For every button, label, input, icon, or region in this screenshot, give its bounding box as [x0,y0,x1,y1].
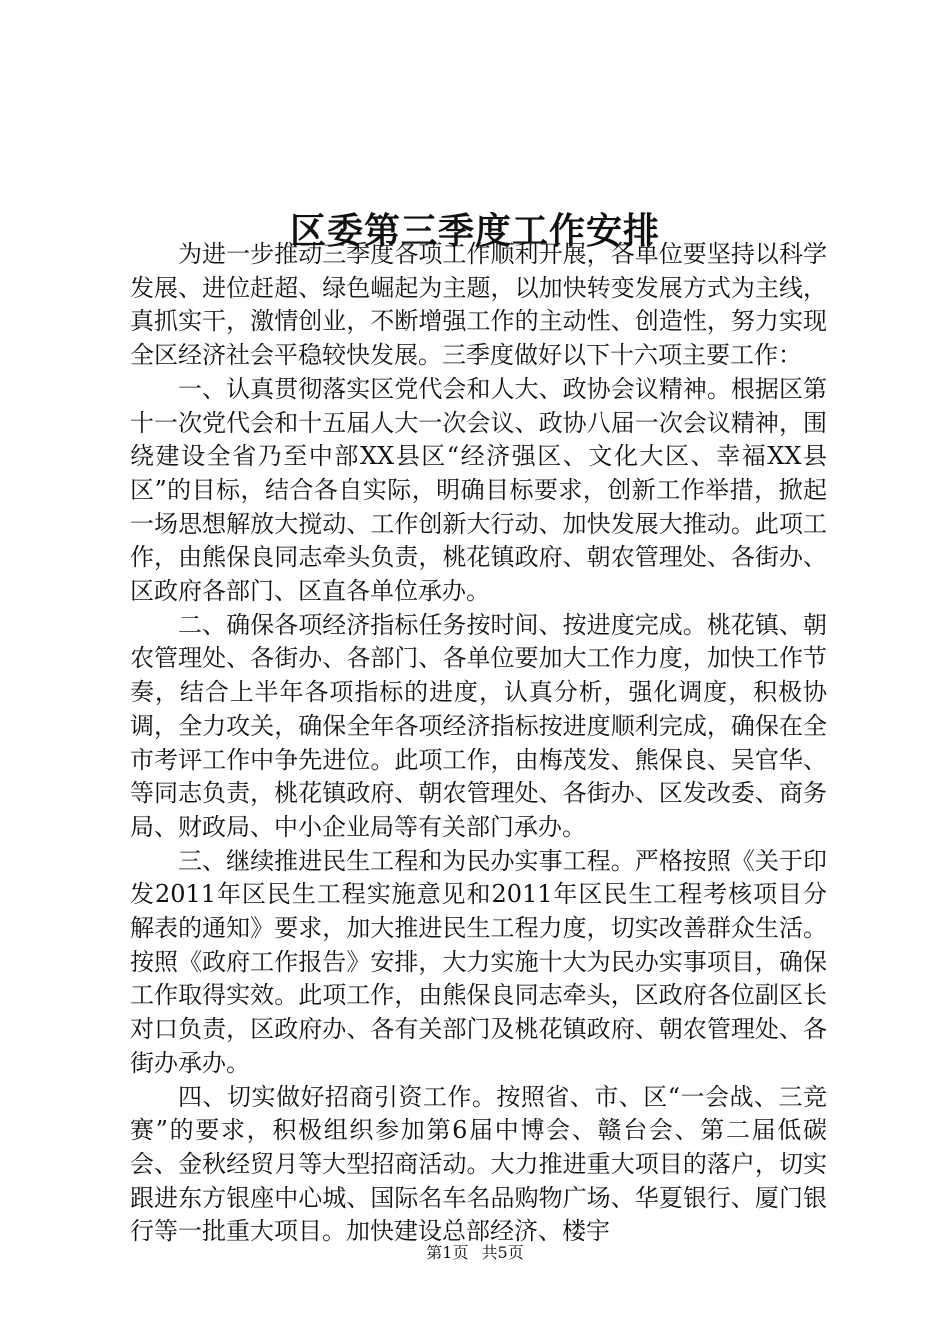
paragraph-item-3: 三、继续推进民生工程和为民办实事工程。严格按照《关于印发2011年区民生工程实施意见和2011年区民生工程考核项目分解表的通知》要求，加大推进民生工程力度，切实改善群众生活。按照《政府工作报告》安排，大力实施十大为民办实事项目，确保工作取得实效。此项工作，由熊保良同志牵头，区政府各位副区长对口负责，区政府办、各有关部门及桃花镇政府、朝农管理处、各街办承办。 [130,846,827,1077]
page-footer [0,1242,950,1264]
page-total: 共5页 [481,1243,524,1262]
paragraph-item-1: 一、认真贯彻落实区党代会和人大、政协会议精神。根据区第十一次党代会和十五届人大一次会议、政协八届一次会议精神，围绕建设全省乃至中部XX县区“经济强区、文化大区、幸福XX县区”的目标，结合各自实际，明确目标要求，创新工作举措，掀起一场思想解放大搅动、工作创新大行动、加快发展大推动。此项工作，由熊保良同志牵头负责，桃花镇政府、朝农管理处、各街办、区政府各部门、区直各单位承办。 [130,374,827,606]
paragraph-item-4: 四、切实做好招商引资工作。按照省、市、区“一会战、三竞赛”的要求，积极组织参加第6届中博会、赣台会、第二届低碳会、金秋经贸月等大型招商活动。大力推进重大项目的落户，切实跟进东方银座中心城、国际名车名品购物广场、华夏银行、厦门银行等一批重大项目。加快建设总部经济、楼宇 [130,1082,827,1246]
paragraph-intro: 为进一步推动三季度各项工作顺利开展，各单位要坚持以科学发展、进位赶超、绿色崛起为主题，以加快转变发展方式为主线，真抓实干，激情创业，不断增强工作的主动性、创造性，努力实现全区经济社会平稳较快发展。三季度做好以下十六项主要工作： [130,240,827,370]
document-title: 区委第三季度工作安排 [289,211,660,253]
page-number: 第1页 [426,1243,469,1262]
document-body [130,238,827,1249]
paragraph-item-2: 二、确保各项经济指标任务按时间、按进度完成。桃花镇、朝农管理处、各街办、各部门、各单位要加大工作力度，加快工作节奏，结合上半年各项指标的进度，认真分析，强化调度，积极协调，全力攻关，确保全年各项经济指标按进度顺利完成，确保在全市考评工作中争先进位。此项工作，由梅茂发、熊保良、吴官华、等同志负责，桃花镇政府、朝农管理处、各街办、区发改委、商务局、财政局、中小企业局等有关部门承办。 [130,610,827,841]
